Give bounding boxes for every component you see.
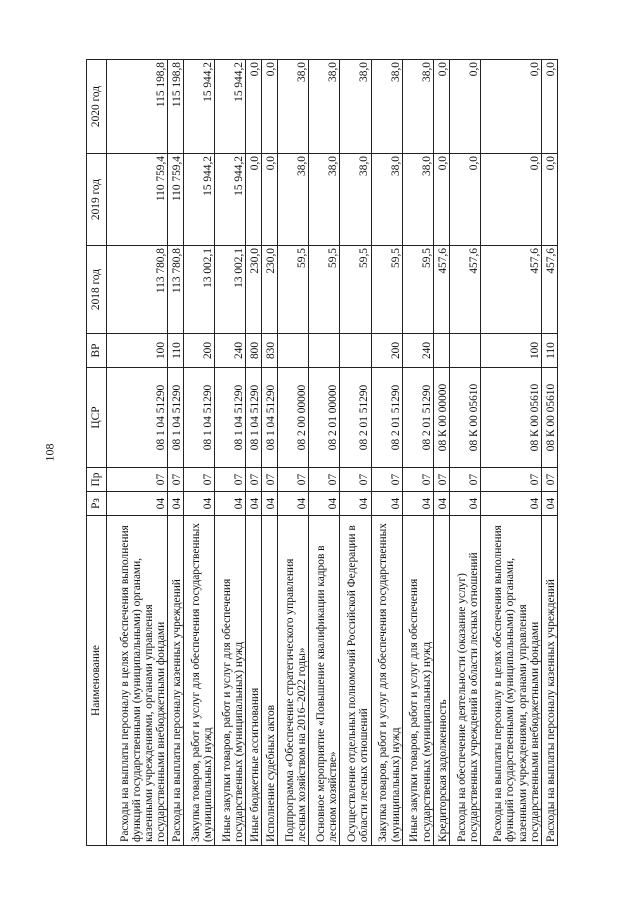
pr-cell: 07 xyxy=(449,468,480,492)
csr-cell: 08 2 01 51290 xyxy=(371,368,402,468)
pr-cell: 07 xyxy=(246,468,262,492)
pr-cell: 07 xyxy=(480,468,541,492)
csr-cell: 08 К 00 05610 xyxy=(541,368,557,468)
name-cell: Иные бюджетные ассигнования xyxy=(246,516,262,846)
table-row xyxy=(433,60,449,846)
csr-cell: 08 1 04 51290 xyxy=(246,368,262,468)
rz-cell: 04 xyxy=(278,492,309,516)
value-2020-cell: 15 944,2 xyxy=(215,60,246,154)
pr-cell: 07 xyxy=(215,468,246,492)
value-2019-cell: 110 759,4 xyxy=(107,154,168,246)
rz-cell: 04 xyxy=(184,492,215,516)
header-2020: 2020 год xyxy=(87,60,107,154)
header-csr: ЦСР xyxy=(87,368,107,468)
pr-cell: 07 xyxy=(262,468,278,492)
csr-cell: 08 1 04 51290 xyxy=(167,368,183,468)
header-pr: Пр xyxy=(87,468,107,492)
value-2019-cell: 0,0 xyxy=(246,154,262,246)
rz-cell: 04 xyxy=(246,492,262,516)
vr-cell: 830 xyxy=(262,334,278,368)
value-2018-cell: 59,5 xyxy=(371,246,402,334)
vr-cell xyxy=(278,334,309,368)
vr-cell xyxy=(309,334,340,368)
value-2019-cell: 38,0 xyxy=(371,154,402,246)
name-cell: Закупка товаров, работ и услуг для обеспечения государственных (муниципальных) нужд xyxy=(371,516,402,846)
value-2019-cell: 15 944,2 xyxy=(184,154,215,246)
vr-cell: 800 xyxy=(246,334,262,368)
value-2019-cell: 38,0 xyxy=(402,154,433,246)
value-2020-cell: 15 944,2 xyxy=(184,60,215,154)
value-2020-cell: 0,0 xyxy=(433,60,449,154)
header-vr: ВР xyxy=(87,334,107,368)
value-2018-cell: 113 780,8 xyxy=(107,246,168,334)
value-2018-cell: 457,6 xyxy=(480,246,541,334)
csr-cell: 08 1 04 51290 xyxy=(184,368,215,468)
table-row xyxy=(246,60,262,846)
value-2020-cell: 115 198,8 xyxy=(107,60,168,154)
csr-cell: 08 К 00 05610 xyxy=(480,368,541,468)
name-cell: Расходы на выплаты персоналу казенных учреждений xyxy=(167,516,183,846)
vr-cell: 100 xyxy=(480,334,541,368)
value-2018-cell: 59,5 xyxy=(402,246,433,334)
value-2020-cell: 0,0 xyxy=(541,60,557,154)
value-2018-cell: 113 780,8 xyxy=(167,246,183,334)
name-cell: Подпрограмма «Обеспечение стратегического управления лесным хозяйством на 2016–2022 годы» xyxy=(278,516,309,846)
name-cell: Иные закупки товаров, работ и услуг для обеспечения государственных (муниципальных) нужд xyxy=(402,516,433,846)
value-2018-cell: 13 002,1 xyxy=(215,246,246,334)
table-row xyxy=(107,60,168,846)
table-header-row xyxy=(87,60,107,846)
rz-cell: 04 xyxy=(107,492,168,516)
pr-cell: 07 xyxy=(433,468,449,492)
pr-cell: 07 xyxy=(309,468,340,492)
pr-cell: 07 xyxy=(340,468,371,492)
pr-cell: 07 xyxy=(402,468,433,492)
table-row xyxy=(449,60,480,846)
page-number: 108 xyxy=(42,443,57,462)
rz-cell: 04 xyxy=(541,492,557,516)
value-2020-cell: 0,0 xyxy=(449,60,480,154)
rz-cell: 04 xyxy=(262,492,278,516)
value-2019-cell: 15 944,2 xyxy=(215,154,246,246)
csr-cell: 08 К 00 05610 xyxy=(449,368,480,468)
table-row xyxy=(309,60,340,846)
rz-cell: 04 xyxy=(402,492,433,516)
rz-cell: 04 xyxy=(309,492,340,516)
rz-cell: 04 xyxy=(449,492,480,516)
table-body xyxy=(107,60,558,846)
name-cell: Расходы на обеспечение деятельности (оказание услуг) государственных учреждений в области лесных отношений xyxy=(449,516,480,846)
rz-cell: 04 xyxy=(480,492,541,516)
table-row xyxy=(541,60,557,846)
name-cell: Кредиторская задолженность xyxy=(433,516,449,846)
csr-cell: 08 К 00 00000 xyxy=(433,368,449,468)
name-cell: Закупка товаров, работ и услуг для обеспечения государственных (муниципальных) нужд xyxy=(184,516,215,846)
csr-cell: 08 2 00 00000 xyxy=(278,368,309,468)
table-row xyxy=(480,60,541,846)
name-cell: Иные закупки товаров, работ и услуг для обеспечения государственных (муниципальных) нужд xyxy=(215,516,246,846)
value-2020-cell: 38,0 xyxy=(340,60,371,154)
vr-cell: 110 xyxy=(541,334,557,368)
value-2018-cell: 230,0 xyxy=(246,246,262,334)
rz-cell: 04 xyxy=(215,492,246,516)
value-2020-cell: 38,0 xyxy=(371,60,402,154)
value-2018-cell: 59,5 xyxy=(278,246,309,334)
value-2018-cell: 457,6 xyxy=(449,246,480,334)
csr-cell: 08 2 01 51290 xyxy=(402,368,433,468)
rotated-table-container xyxy=(86,60,558,846)
table-row xyxy=(371,60,402,846)
value-2020-cell: 0,0 xyxy=(262,60,278,154)
pr-cell: 07 xyxy=(107,468,168,492)
budget-table xyxy=(86,59,558,846)
name-cell: Расходы на выплаты персоналу в целях обеспечения выполнения функций государственными (муниципальными) органами, казенными учреждениями, органами управления государственными внебюджетными фондами xyxy=(107,516,168,846)
vr-cell: 200 xyxy=(184,334,215,368)
value-2019-cell: 0,0 xyxy=(541,154,557,246)
pr-cell: 07 xyxy=(278,468,309,492)
value-2020-cell: 0,0 xyxy=(480,60,541,154)
vr-cell: 240 xyxy=(215,334,246,368)
csr-cell: 08 1 04 51290 xyxy=(107,368,168,468)
table-row xyxy=(340,60,371,846)
table-row xyxy=(167,60,183,846)
vr-cell: 240 xyxy=(402,334,433,368)
vr-cell: 110 xyxy=(167,334,183,368)
value-2019-cell: 0,0 xyxy=(480,154,541,246)
vr-cell xyxy=(433,334,449,368)
rz-cell: 04 xyxy=(167,492,183,516)
pr-cell: 07 xyxy=(371,468,402,492)
pr-cell: 07 xyxy=(167,468,183,492)
table-row xyxy=(262,60,278,846)
value-2019-cell: 0,0 xyxy=(433,154,449,246)
value-2018-cell: 230,0 xyxy=(262,246,278,334)
vr-cell xyxy=(449,334,480,368)
value-2018-cell: 457,6 xyxy=(433,246,449,334)
value-2020-cell: 0,0 xyxy=(246,60,262,154)
csr-cell: 08 2 01 00000 xyxy=(309,368,340,468)
name-cell: Основное мероприятие «Повышение квалификации кадров в лесном хозяйстве» xyxy=(309,516,340,846)
value-2018-cell: 13 002,1 xyxy=(184,246,215,334)
value-2019-cell: 38,0 xyxy=(309,154,340,246)
csr-cell: 08 2 01 51290 xyxy=(340,368,371,468)
pr-cell: 07 xyxy=(184,468,215,492)
rz-cell: 04 xyxy=(340,492,371,516)
header-name: Наименование xyxy=(87,516,107,846)
value-2020-cell: 38,0 xyxy=(278,60,309,154)
table-row xyxy=(184,60,215,846)
table-row xyxy=(278,60,309,846)
value-2019-cell: 38,0 xyxy=(278,154,309,246)
name-cell: Расходы на выплаты персоналу в целях обеспечения выполнения функций государственными (муниципальными) органами, казенными учреждениями, органами управления государственными внебюджетными фондами xyxy=(480,516,541,846)
csr-cell: 08 1 04 51290 xyxy=(262,368,278,468)
value-2018-cell: 59,5 xyxy=(309,246,340,334)
value-2019-cell: 110 759,4 xyxy=(167,154,183,246)
vr-cell xyxy=(340,334,371,368)
rz-cell: 04 xyxy=(433,492,449,516)
vr-cell: 100 xyxy=(107,334,168,368)
value-2018-cell: 59,5 xyxy=(340,246,371,334)
value-2020-cell: 115 198,8 xyxy=(167,60,183,154)
csr-cell: 08 1 04 51290 xyxy=(215,368,246,468)
name-cell: Осуществление отдельных полномочий Российской Федерации в области лесных отношений xyxy=(340,516,371,846)
name-cell: Расходы на выплаты персоналу казенных учреждений xyxy=(541,516,557,846)
table-row xyxy=(402,60,433,846)
value-2019-cell: 38,0 xyxy=(340,154,371,246)
value-2018-cell: 457,6 xyxy=(541,246,557,334)
name-cell: Исполнение судебных актов xyxy=(262,516,278,846)
value-2020-cell: 38,0 xyxy=(402,60,433,154)
value-2019-cell: 0,0 xyxy=(262,154,278,246)
header-rz: Рз xyxy=(87,492,107,516)
vr-cell: 200 xyxy=(371,334,402,368)
header-2019: 2019 год xyxy=(87,154,107,246)
table-row xyxy=(215,60,246,846)
header-2018: 2018 год xyxy=(87,246,107,334)
value-2020-cell: 38,0 xyxy=(309,60,340,154)
pr-cell: 07 xyxy=(541,468,557,492)
value-2019-cell: 0,0 xyxy=(449,154,480,246)
rz-cell: 04 xyxy=(371,492,402,516)
